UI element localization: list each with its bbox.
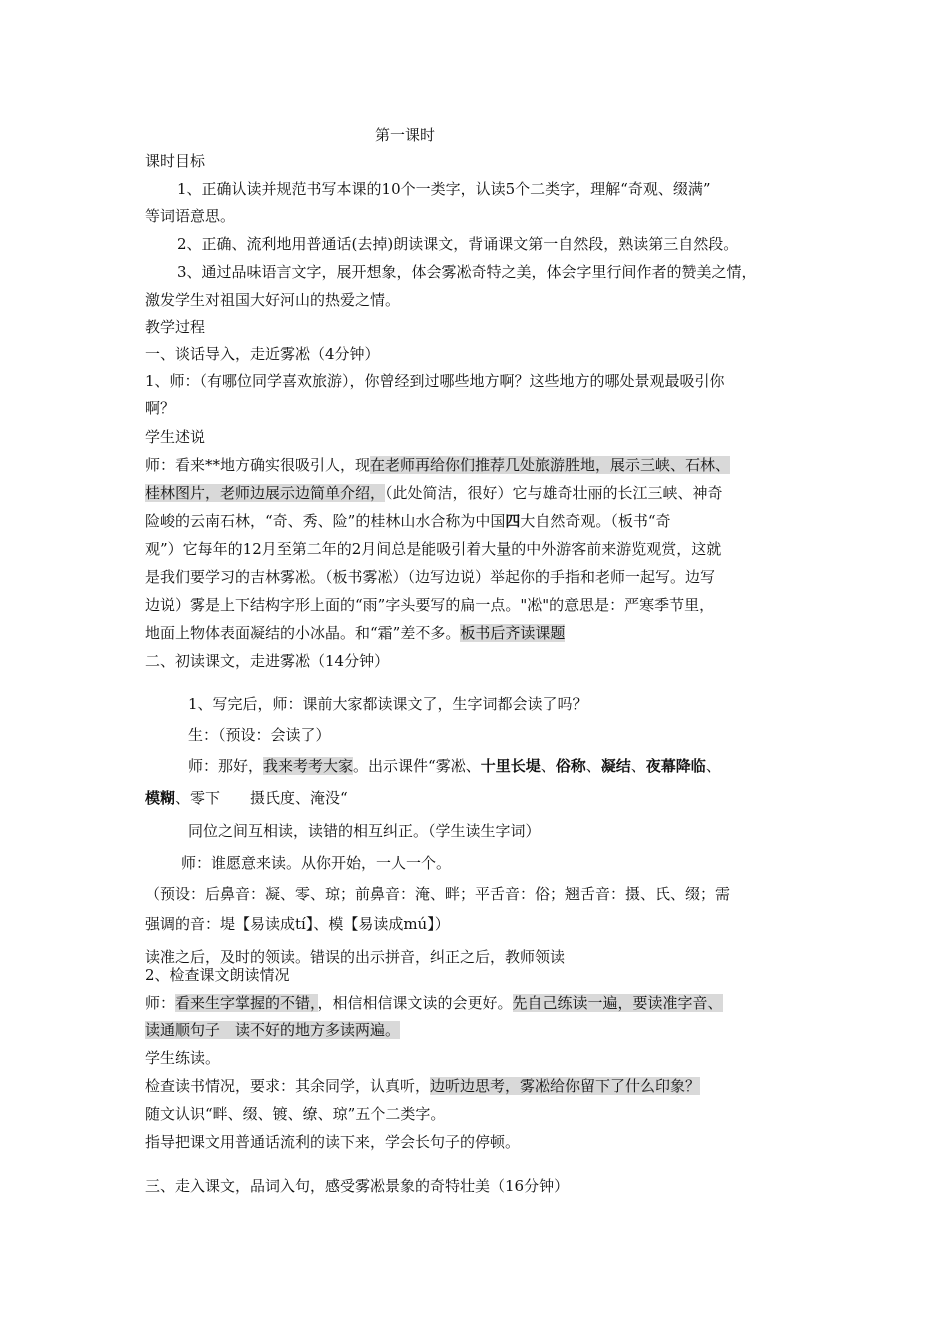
vocab-word: 俗称: [555, 757, 586, 775]
text-run: 检查读书情况，要求：其余同学，认真听，: [145, 1077, 431, 1095]
separator: 、: [705, 757, 721, 775]
goals-heading: 课时目标: [145, 152, 206, 170]
highlighted-text: 在老师再给你们推荐几处旅游胜地，展示三峡、石林、: [370, 456, 731, 474]
paragraph-line: [145, 1019, 400, 1041]
text-run: （此处简洁，很好）它与雄奇壮丽的长江三峡、神奇: [385, 484, 723, 502]
process-heading: 教学过程: [145, 318, 206, 336]
paragraph-line: 生：（预设：会读了）: [188, 726, 331, 744]
goal-1-line-2: 等词语意思。: [145, 207, 236, 225]
vocab-word: 凝结: [600, 757, 631, 775]
paragraph-line: [145, 1075, 700, 1097]
highlighted-text: 边听边思考，雾凇给你留下了什么印象？: [430, 1077, 701, 1095]
goal-3-line-1: 3、通过品味语言文字，展开想象，体会雾凇奇特之美，体会字里行间作者的赞美之情，: [177, 263, 757, 281]
text-run: 。出示课件“雾凇、: [353, 757, 481, 775]
highlighted-text: 看来生字掌握的不错，: [175, 994, 318, 1012]
paragraph-line: 观”）它每年的12月至第二年的2月间总是能吸引着大量的中外游客前来游览观赏，这就: [145, 540, 722, 558]
paragraph-line: 指导把课文用普通话流利的读下来，学会长句子的停顿。: [145, 1133, 521, 1151]
paragraph-line: [145, 510, 671, 532]
text-run: 、零下 摄氏度、淹没“: [175, 789, 348, 807]
section-2-heading: 二、初读课文，走进雾凇（14分钟）: [145, 652, 390, 670]
vocab-word: 夜幕降临: [645, 757, 706, 775]
bold-text: 四: [505, 512, 521, 530]
goal-3-line-2: 激发学生对祖国大好河山的热爱之情。: [145, 291, 401, 309]
paragraph-line: [145, 992, 723, 1014]
paragraph-line: [145, 482, 723, 504]
paragraph-line: [145, 787, 348, 809]
text-run: 师：看来**地方确实很吸引人，现: [145, 456, 371, 474]
separator: 、: [540, 757, 556, 775]
text-run: ，相信相信课文读的会更好。: [317, 994, 513, 1012]
paragraph-line: [145, 622, 565, 644]
text-run: 险峻的云南石林，“奇、秀、险”的桂林山水合称为中国: [145, 512, 506, 530]
paragraph-line: [145, 454, 730, 476]
text-run: 大自然奇观。（板书“奇: [520, 512, 671, 530]
goal-2: 2、正确、流利地用普通话(去掉)朗读课文，背诵课文第一自然段，熟读第三自然段。: [177, 235, 739, 253]
paragraph-line: [188, 755, 721, 777]
highlighted-text: 板书后齐读课题: [460, 624, 566, 642]
highlighted-text: 我来考考大家: [263, 757, 354, 775]
highlighted-text: 桂林图片，老师边展示边简单介绍，: [145, 484, 386, 502]
goal-1-line-1: 1、正确认读并规范书写本课的10个一类字，认读5个二类字，理解“奇观、缀满”: [177, 180, 711, 198]
paragraph-line: 同位之间互相读，读错的相互纠正。（学生读生字词）: [188, 822, 541, 840]
highlighted-text: 读通顺句子 读不好的地方多读两遍。: [145, 1021, 401, 1039]
paragraph-line: 随文认识“畔、缀、镀、缭、琼”五个二类字。: [145, 1105, 446, 1123]
paragraph-line: 2、检查课文朗读情况: [145, 966, 290, 984]
paragraph-line: 是我们要学习的吉林雾凇。（板书雾凇）（边写边说）举起你的手指和老师一起写。边写: [145, 568, 716, 586]
vocab-word: 十里长堤: [480, 757, 541, 775]
paragraph-line: 啊？: [145, 399, 176, 417]
section-3-heading: 三、走入课文，品词入句，感受雾凇景象的奇特壮美（16分钟）: [145, 1177, 570, 1195]
section-1-heading: 一、谈话导入，走近雾凇（4分钟）: [145, 345, 380, 363]
text-run: 师：: [145, 994, 176, 1012]
paragraph-line: 学生述说: [145, 428, 206, 446]
paragraph-line: 边说）雾是上下结构字形上面的“雨”字头要写的扁一点。"凇"的意思是：严寒季节里，: [145, 596, 715, 614]
paragraph-line: 读准之后，及时的领读。错误的出示拼音，纠正之后，教师领读: [145, 948, 566, 966]
paragraph-line: 学生练读。: [145, 1049, 221, 1067]
text-run: 地面上物体表面凝结的小冰晶。和“霜”差不多。: [145, 624, 461, 642]
separator: 、: [630, 757, 646, 775]
separator: 、: [585, 757, 601, 775]
lesson-title: 第一课时: [375, 126, 436, 144]
paragraph-line: （预设：后鼻音：凝、零、琼；前鼻音：淹、畔；平舌音：俗；翘舌音：摄、氏、缀；需: [145, 885, 731, 903]
paragraph-line: 1、师：（有哪位同学喜欢旅游），你曾经到过哪些地方啊？这些地方的哪处景观最吸引你: [145, 372, 725, 390]
paragraph-line: 1、写完后，师：课前大家都读课文了，生字词都会读了吗？: [188, 695, 588, 713]
paragraph-line: 强调的音：堤【易读成tí】、模【易读成mú】）: [145, 915, 450, 933]
text-run: 师：那好，: [188, 757, 264, 775]
vocab-word: 模糊: [145, 789, 176, 807]
paragraph-line: 师：谁愿意来读。从你开始，一人一个。: [181, 854, 452, 872]
highlighted-text: 先自己练读一遍，要读准字音、: [512, 994, 723, 1012]
